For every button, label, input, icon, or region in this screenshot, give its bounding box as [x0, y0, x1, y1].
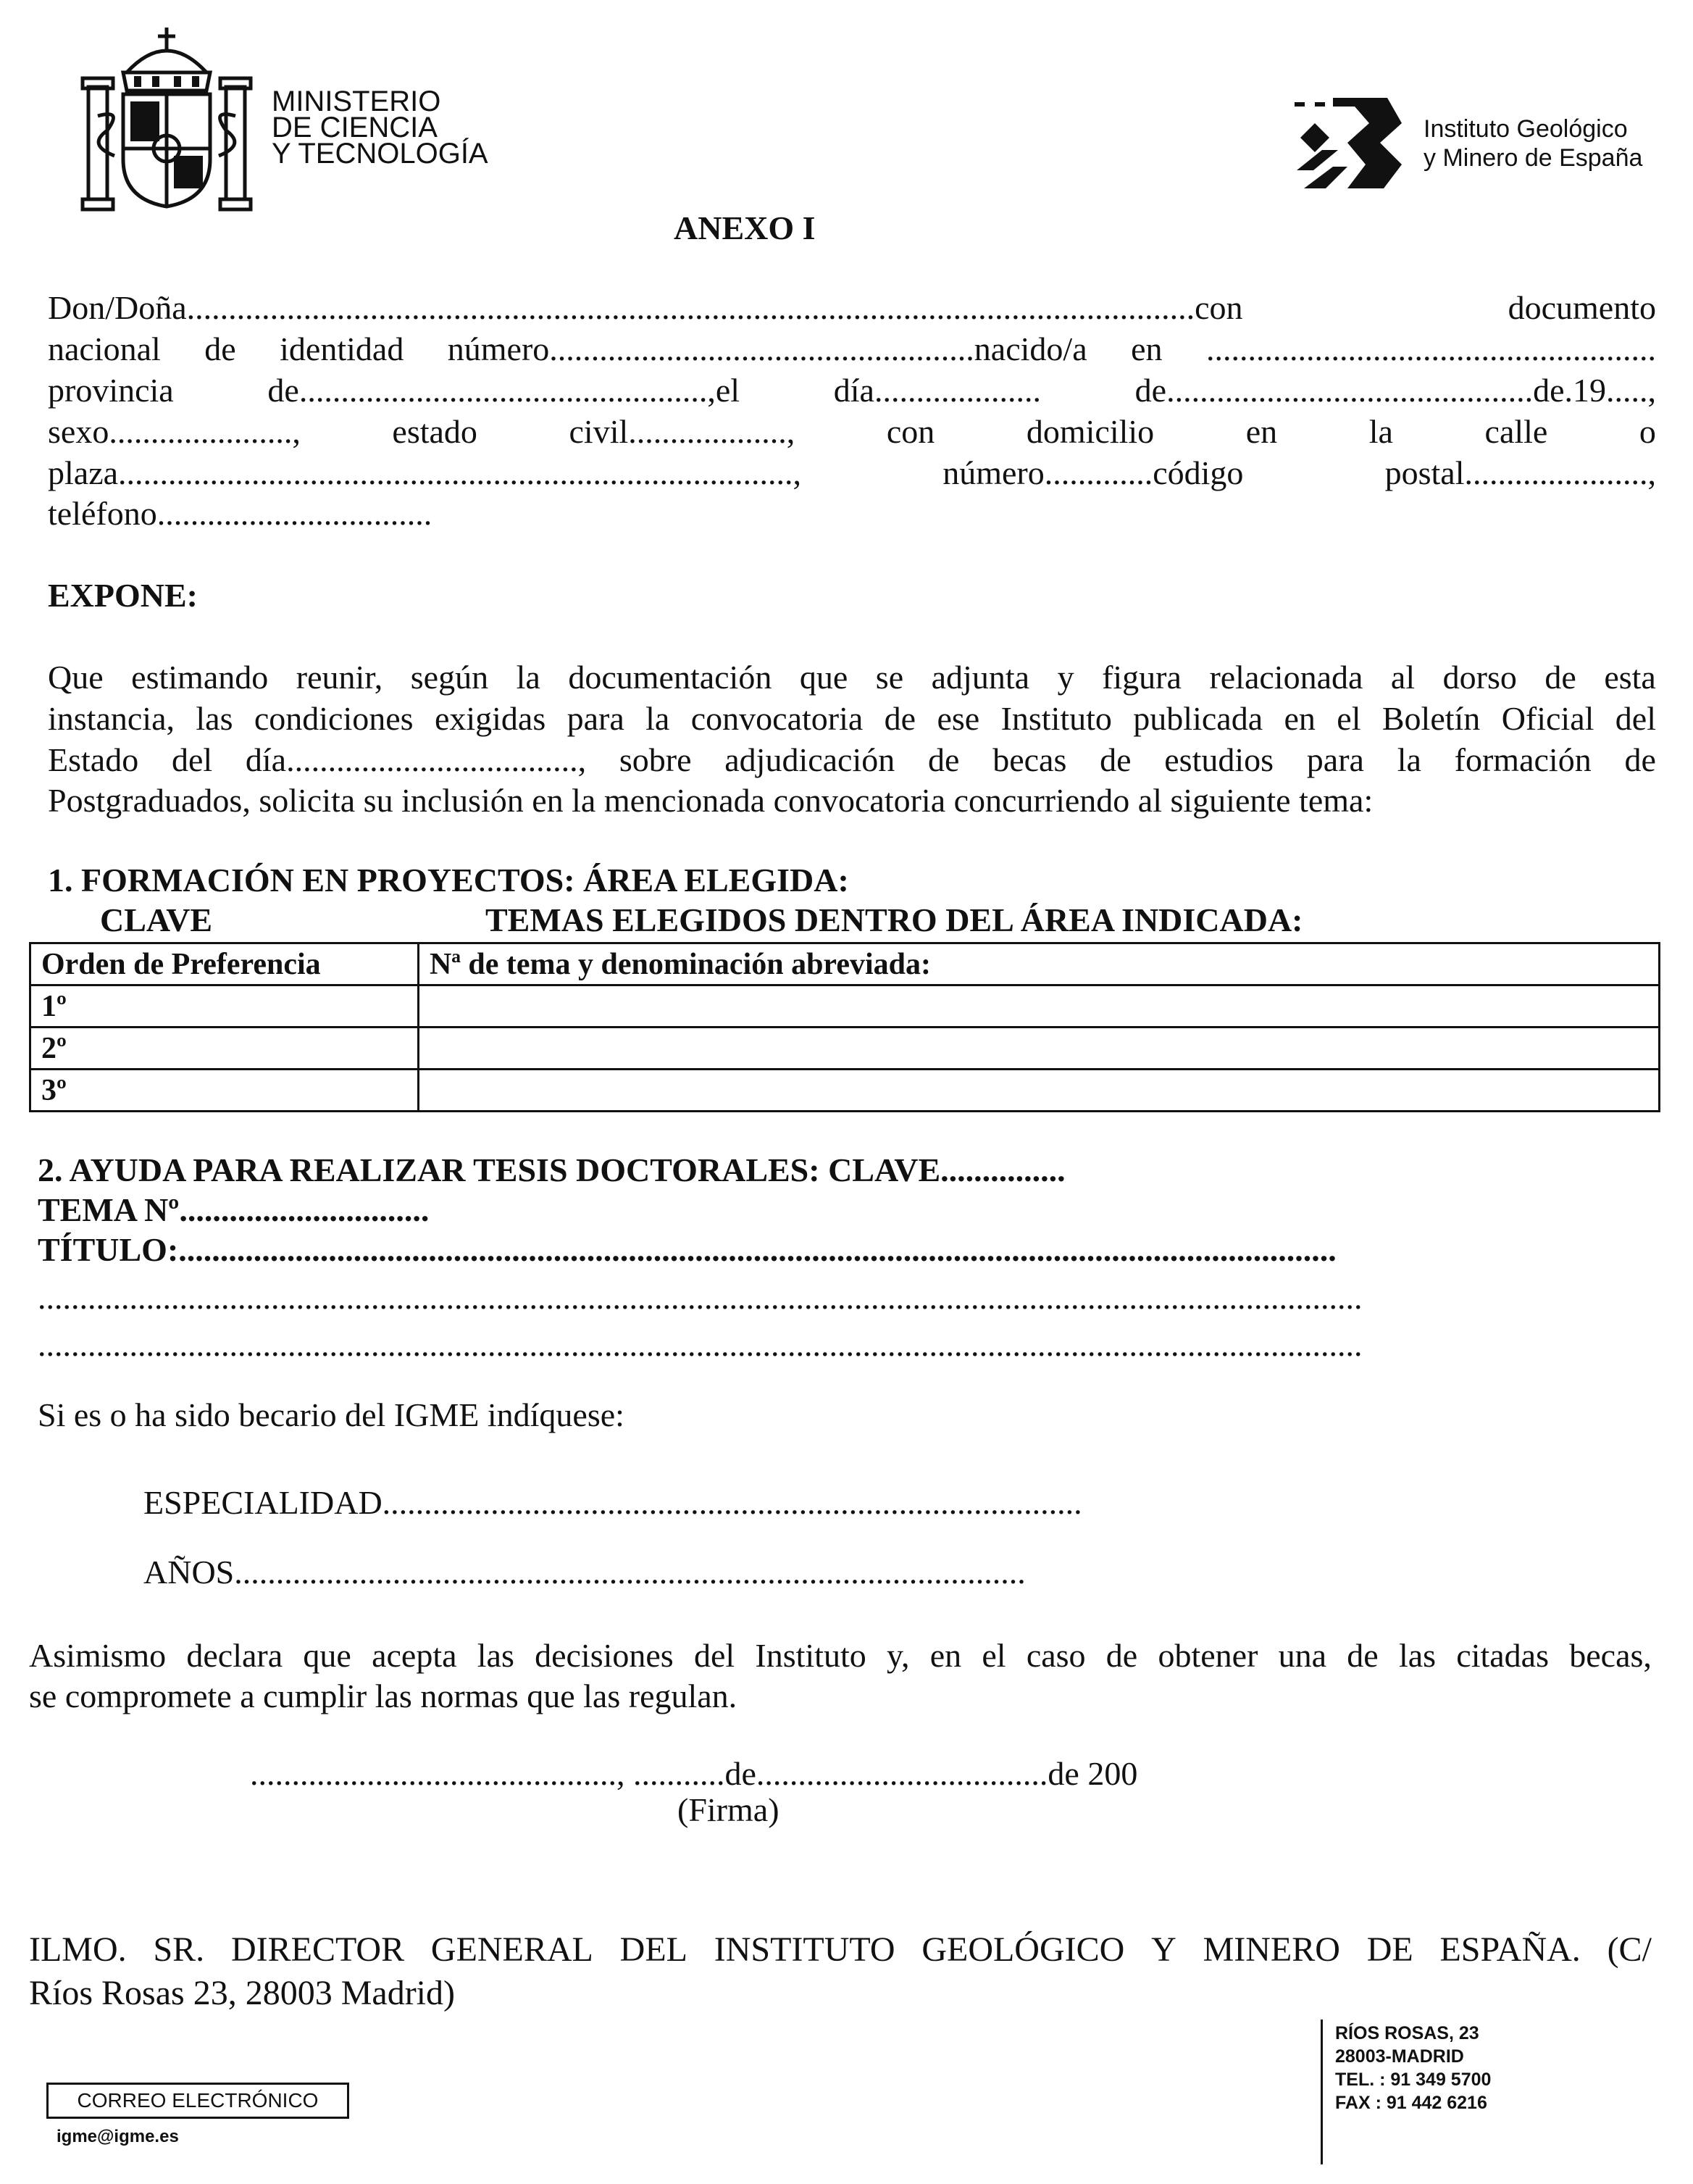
- expone-line-3: [48, 741, 1656, 779]
- text-word: postal......................,: [1384, 454, 1656, 491]
- ministry-name: [272, 86, 488, 170]
- text-word: con: [886, 413, 935, 450]
- declaration-line-2: se compromete a cumplir las normas que las regulan.: [29, 1677, 737, 1714]
- text-word: del: [171, 741, 213, 778]
- institute-line-1: Instituto Geológico: [1424, 115, 1628, 143]
- text-word: condiciones: [254, 700, 414, 737]
- text-word: estimando: [131, 659, 269, 696]
- becario-anos: AÑOS...............................................................................................: [143, 1554, 1026, 1591]
- section2-heading: 2. AYUDA PARA REALIZAR TESIS DOCTORALES: CLAVE...............: [38, 1151, 1066, 1188]
- text-word: ESPAÑA.: [1439, 1930, 1581, 1969]
- text-word: GEOLÓGICO: [921, 1930, 1125, 1969]
- text-word: las: [477, 1637, 514, 1674]
- igme-logo-icon: [1293, 98, 1409, 192]
- text-word: en: [1131, 330, 1163, 367]
- section1-temas: TEMAS ELEGIDOS DENTRO DEL ÁREA INDICADA:: [485, 901, 1303, 938]
- text-word: Estado: [48, 741, 139, 778]
- text-word: INSTITUTO: [714, 1930, 895, 1969]
- table-row: [30, 985, 1660, 1028]
- personal-line-2: [48, 330, 1656, 368]
- section2-tema: TEMA Nº..............................: [38, 1191, 430, 1228]
- ministry-line-1: MINISTERIO: [272, 86, 441, 117]
- text-word: adjudicación: [724, 741, 895, 778]
- text-word: figura: [1102, 659, 1182, 696]
- becario-especialidad: ESPECIALIDAD....................................................................................: [143, 1484, 1082, 1521]
- text-word: ......................................................: [1205, 330, 1656, 367]
- text-word: las: [1398, 1637, 1437, 1674]
- text-word: becas,: [1569, 1637, 1652, 1674]
- text-word: instancia,: [48, 700, 175, 737]
- text-word: del: [693, 1637, 735, 1674]
- text-word: caso: [1026, 1637, 1086, 1674]
- addressee-line-2: Ríos Rosas 23, 28003 Madrid): [29, 1974, 455, 2012]
- text-word: en: [1284, 700, 1316, 737]
- expone-line-1: [48, 658, 1656, 696]
- section2-blank-2: ...............................................................................................................................................................: [38, 1326, 1363, 1363]
- section1-clave: CLAVE: [100, 901, 213, 938]
- text-word: DIRECTOR: [230, 1930, 405, 1969]
- footer-divider: [1321, 2020, 1323, 2164]
- text-word: estudios: [1164, 741, 1274, 778]
- text-word: adjunta: [931, 659, 1030, 696]
- text-word: número...................................................nacido/a: [447, 330, 1087, 367]
- text-word: domicilio: [1026, 413, 1155, 450]
- text-word: de: [1624, 741, 1656, 778]
- text-word: de: [204, 330, 236, 367]
- text-word: MINERO: [1203, 1930, 1340, 1969]
- text-word: sobre: [619, 741, 692, 778]
- text-word: y,: [886, 1637, 910, 1674]
- footer-address-line: 28003-MADRID: [1335, 2046, 1464, 2067]
- text-word: Instituto: [1000, 700, 1112, 737]
- text-word: sexo......................,: [48, 413, 301, 450]
- text-word: de: [1105, 1637, 1138, 1674]
- text-word: que: [799, 659, 848, 696]
- text-word: Don/Doña.........................................................................................................................con: [48, 289, 1243, 326]
- text-word: la: [645, 700, 670, 737]
- text-word: día...................................,: [245, 741, 587, 778]
- personal-line-4: [48, 412, 1656, 451]
- expone-heading: EXPONE:: [48, 577, 198, 614]
- email-label: CORREO ELECTRÓNICO: [77, 2089, 319, 2112]
- ministry-line-3: Y TECNOLOGÍA: [272, 138, 488, 170]
- text-word: una: [1278, 1637, 1327, 1674]
- text-word: dorso: [1442, 659, 1517, 696]
- text-word: de: [1100, 741, 1132, 778]
- table-cell-order: 1º: [30, 985, 419, 1028]
- text-word: DEL: [619, 1930, 687, 1969]
- table-cell-topic[interactable]: [419, 1070, 1660, 1112]
- text-word: Instituto: [755, 1637, 866, 1674]
- text-word: Oficial: [1501, 700, 1594, 737]
- section2-titulo: TÍTULO:...........................................................................................................................................: [38, 1231, 1337, 1268]
- table-cell-order: 3º: [30, 1070, 419, 1112]
- text-word: documento: [1508, 289, 1656, 326]
- text-word: Y: [1151, 1930, 1176, 1969]
- text-word: en: [929, 1637, 962, 1674]
- text-word: de: [884, 700, 916, 737]
- text-word: al: [1390, 659, 1416, 696]
- text-word: el: [982, 1637, 1006, 1674]
- text-word: día....................: [833, 372, 1041, 409]
- text-word: el: [1337, 700, 1361, 737]
- signature-date-line: ............................................, ...........de...................................de 200: [250, 1755, 1138, 1792]
- email-address[interactable]: igme@igme.es: [57, 2127, 179, 2146]
- text-word: que: [303, 1637, 351, 1674]
- text-word: Asimismo: [29, 1637, 167, 1674]
- email-label-box: [46, 2083, 349, 2119]
- becario-intro: Si es o ha sido becario del IGME indíquese:: [38, 1396, 624, 1433]
- text-word: decisiones: [535, 1637, 674, 1674]
- table-cell-topic[interactable]: [419, 1028, 1660, 1070]
- text-word: de.................................................,el: [267, 372, 740, 409]
- text-word: ILMO.: [29, 1930, 127, 1969]
- text-word: de: [1544, 659, 1576, 696]
- text-word: la: [1368, 413, 1393, 450]
- text-word: esta: [1604, 659, 1656, 696]
- text-word: (C/: [1607, 1930, 1652, 1969]
- text-word: SR.: [153, 1930, 205, 1969]
- text-word: becas: [992, 741, 1067, 778]
- preference-table: [29, 942, 1660, 1112]
- institute-line-2: y Minero de España: [1424, 144, 1643, 172]
- footer-address-line: TEL. : 91 349 5700: [1335, 2070, 1492, 2090]
- text-word: o: [1639, 413, 1656, 450]
- ministry-coat-of-arms-icon: [80, 22, 254, 214]
- text-word: de: [1347, 1637, 1379, 1674]
- personal-line-6: teléfono.................................: [48, 495, 432, 532]
- text-word: documentación: [568, 659, 772, 696]
- footer-address-line: RÍOS ROSAS, 23: [1335, 2023, 1479, 2043]
- text-word: del: [1615, 700, 1656, 737]
- text-word: identidad: [280, 330, 404, 367]
- text-word: y: [1057, 659, 1074, 696]
- text-word: plaza.................................................................................,: [48, 454, 802, 491]
- text-word: GENERAL: [430, 1930, 593, 1969]
- text-word: para: [1306, 741, 1364, 778]
- text-word: la: [516, 659, 540, 696]
- text-word: de............................................de.19.....,: [1134, 372, 1656, 409]
- text-word: acepta: [372, 1637, 457, 1674]
- table-row: [30, 1070, 1660, 1112]
- text-word: ese: [937, 700, 980, 737]
- table-row: [30, 1028, 1660, 1070]
- personal-line-1: [48, 288, 1656, 327]
- personal-line-3: [48, 371, 1656, 409]
- text-word: se: [875, 659, 904, 696]
- text-word: provincia: [48, 372, 174, 409]
- footer-address: [1335, 2022, 1491, 2114]
- text-word: la: [1397, 741, 1421, 778]
- section1-heading: 1. FORMACIÓN EN PROYECTOS: ÁREA ELEGIDA:: [48, 862, 849, 899]
- expone-line-2: [48, 699, 1656, 738]
- text-word: declara: [186, 1637, 283, 1674]
- text-word: según: [410, 659, 489, 696]
- text-word: obtener: [1158, 1637, 1258, 1674]
- text-word: DE: [1366, 1930, 1413, 1969]
- text-word: citadas: [1456, 1637, 1549, 1674]
- text-word: de: [928, 741, 960, 778]
- ministry-line-2: DE CIENCIA: [272, 112, 438, 143]
- text-word: en: [1245, 413, 1278, 450]
- text-word: formación: [1454, 741, 1592, 778]
- declaration-line-1: [29, 1636, 1652, 1675]
- text-word: nacional: [48, 330, 161, 367]
- text-word: número.............código: [942, 454, 1244, 491]
- expone-line-4: Postgraduados, solicita su inclusión en la mencionada convocatoria concurriendo al siguiente tema:: [48, 782, 1374, 819]
- text-word: convocatoria: [690, 700, 864, 737]
- table-header-topic: Nª de tema y denominación abreviada:: [419, 943, 1660, 985]
- text-word: estado: [392, 413, 477, 450]
- text-word: las: [196, 700, 233, 737]
- text-word: Boletín: [1381, 700, 1481, 737]
- personal-line-5: [48, 454, 1656, 492]
- text-word: publicada: [1133, 700, 1263, 737]
- text-word: calle: [1484, 413, 1548, 450]
- footer-address-line: FAX : 91 442 6216: [1335, 2093, 1487, 2113]
- page-title: ANEXO I: [674, 209, 816, 246]
- table-cell-order: 2º: [30, 1028, 419, 1070]
- text-word: relacionada: [1209, 659, 1363, 696]
- signature-firma: (Firma): [677, 1791, 779, 1828]
- text-word: reunir,: [296, 659, 383, 696]
- table-header-row: [30, 943, 1660, 985]
- table-header-order: Orden de Preferencia: [30, 943, 419, 985]
- text-word: Que: [48, 659, 104, 696]
- table-cell-topic[interactable]: [419, 985, 1660, 1028]
- text-word: exigidas: [434, 700, 546, 737]
- text-word: civil...................,: [569, 413, 795, 450]
- institute-name: [1424, 114, 1642, 172]
- text-word: para: [567, 700, 624, 737]
- addressee-line-1: [29, 1930, 1652, 1970]
- section2-blank-1: ...............................................................................................................................................................: [38, 1279, 1363, 1316]
